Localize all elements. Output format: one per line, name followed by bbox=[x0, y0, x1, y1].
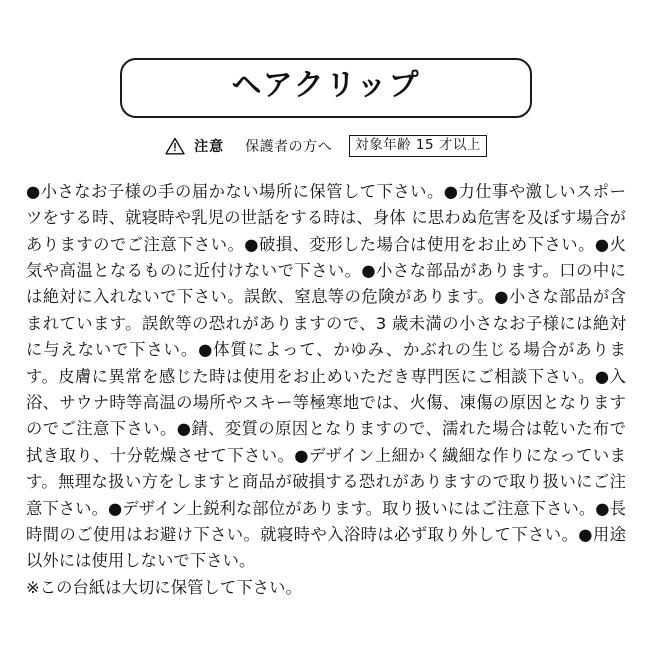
caution-footnote: ※この台紙は大切に保管して下さい。 bbox=[26, 577, 302, 597]
guardian-label: 保護者の方へ bbox=[245, 138, 333, 155]
title-area bbox=[14, 0, 638, 118]
caution-body-text: ●小さなお子様の手の届かない場所に保管して下さい。●力仕事や激しいスポーツをする時、就寝時や乳児の世話をする時は、身体 に思わぬ危害を及ぼす場合がありますのでご注意下さい。●破損、変形した場合は使用をお止め下さい。●火気や高温となるものに近付けないで下さい。●小さな部品があります。口の中には絶対に入れないで下さい。誤飲、窒息等の危険があります。●小さな部品が含まれています。誤飲等の恐れがありますので、3 歳未満の小さなお子様には絶対に与えないで下さい。●体質によって、かゆみ、かぶれの生じる場合があります。皮膚に異常を感じた時は使用をお止めいただき専門医にご相談下さい。●入浴、サウナ時等高温の場所やスキー等極寒地では、火傷、凍傷の原因となりますのでご注意下さい。●錆、変質の原因となりますので、濡れた場合は乾いた布で拭き取り、十分乾燥させて下さい。●デザイン上細かく繊細な作りになっています。無理な扱い方をしますと商品が破損する恐れがありますので取り扱いにご注意下さい。●デザイン上鋭利な部位があります。取り扱いにはご注意下さい。●長時間のご使用はお避け下さい。就寝時や入浴時は必ず取り外して下さい。●用途以外には使用しないで下さい。 bbox=[26, 181, 627, 571]
caution-body bbox=[14, 179, 638, 601]
caution-bar bbox=[14, 135, 638, 157]
page-title: ヘアクリップ bbox=[231, 68, 421, 103]
caution-label: 注意 bbox=[194, 138, 225, 155]
warning-triangle-icon bbox=[165, 137, 185, 155]
age-limit-badge: 対象年齢 15 才以上 bbox=[349, 135, 487, 157]
title-box bbox=[120, 58, 532, 118]
